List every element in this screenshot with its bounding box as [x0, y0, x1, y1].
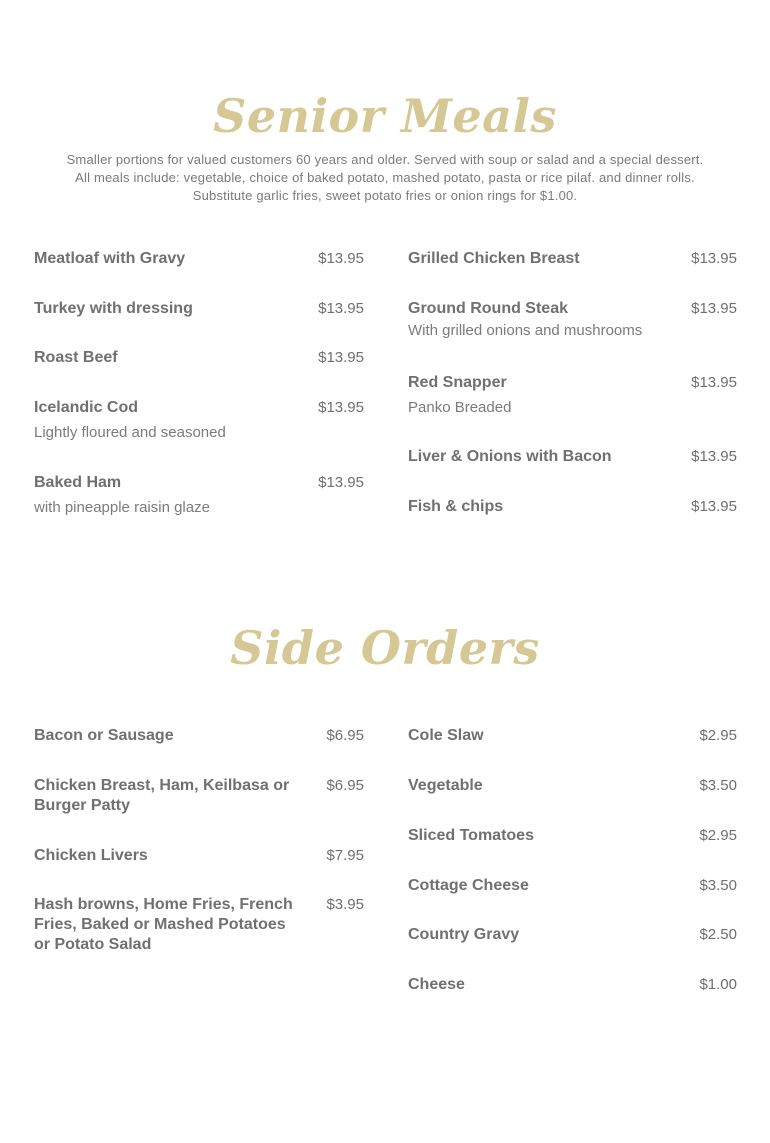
menu-item [408, 726, 737, 746]
intro-line: Substitute garlic fries, sweet potato fries or onion rings for $1.00. [192, 188, 578, 203]
item-price: $13.95 [691, 498, 737, 515]
item-name: Fish & chips [408, 498, 504, 515]
intro-line: All meals include: vegetable, choice of baked potato, mashed potato, pasta or rice pilaf. and dinner rolls. [75, 170, 695, 185]
item-name: Bacon or Sausage [34, 727, 174, 744]
item-price: $3.95 [326, 896, 364, 913]
item-name: Sliced Tomatoes [408, 827, 534, 844]
item-price: $2.95 [699, 827, 737, 844]
item-price: $3.50 [699, 777, 737, 794]
item-name: Roast Beef [34, 349, 118, 366]
menu-item [408, 373, 737, 418]
menu-item [408, 249, 737, 269]
item-price: $7.95 [326, 847, 364, 864]
menu-item [408, 497, 737, 517]
item-price: $6.95 [326, 777, 364, 794]
item-name: Ground Round Steak [408, 300, 568, 317]
menu-item [34, 726, 364, 746]
menu-item [408, 826, 737, 846]
menu-item [34, 249, 364, 269]
item-name: Cottage Cheese [408, 877, 529, 894]
item-name: Cole Slaw [408, 727, 484, 744]
item-price: $13.95 [318, 300, 364, 317]
menu-item [34, 348, 364, 368]
item-price: $13.95 [318, 474, 364, 491]
item-price: $2.50 [699, 926, 737, 943]
item-name: Liver & Onions with Bacon [408, 448, 612, 465]
item-price: $1.00 [699, 976, 737, 993]
menu-item [408, 776, 737, 796]
menu-item [408, 299, 737, 341]
item-price: $13.95 [691, 250, 737, 267]
item-name: Country Gravy [408, 926, 520, 943]
item-name: Vegetable [408, 777, 483, 794]
side-orders-title: Side Orders [230, 621, 540, 675]
menu-item [34, 473, 364, 518]
item-name: Grilled Chicken Breast [408, 250, 580, 267]
item-name: Baked Ham [34, 474, 122, 491]
item-price: $13.95 [691, 374, 737, 391]
menu-item [34, 299, 364, 319]
menu-item [408, 975, 737, 995]
item-price: $6.95 [326, 727, 364, 744]
item-description: Lightly floured and seasoned [34, 424, 226, 441]
item-price: $3.50 [699, 877, 737, 894]
item-name: Meatloaf with Gravy [34, 250, 186, 267]
item-price: $2.95 [699, 727, 737, 744]
intro-line: Smaller portions for valued customers 60 years and older. Served with soup or salad and a special dessert. [66, 152, 704, 167]
menu-item [34, 895, 364, 955]
item-name: Turkey with dressing [34, 300, 193, 317]
menu-item [408, 925, 737, 945]
menu-item [34, 846, 364, 866]
item-description: With grilled onions and mushrooms [408, 322, 643, 339]
item-price: $13.95 [691, 300, 737, 317]
senior-meals-intro [0, 151, 770, 205]
item-name: Chicken Livers [34, 847, 148, 864]
menu-item [34, 398, 364, 443]
item-name: Cheese [408, 976, 465, 993]
item-name: Red Snapper [408, 374, 507, 391]
item-price: $13.95 [318, 399, 364, 416]
item-price: $13.95 [318, 250, 364, 267]
item-price: $13.95 [318, 349, 364, 366]
item-name: Chicken Breast, Ham, Keilbasa or Burger Patty [34, 777, 290, 814]
item-price: $13.95 [691, 448, 737, 465]
item-description: with pineapple raisin glaze [34, 499, 210, 516]
item-name: Icelandic Cod [34, 399, 139, 416]
menu-item [34, 776, 364, 816]
menu-item [408, 447, 737, 467]
menu-item [408, 876, 737, 896]
item-description: Panko Breaded [408, 399, 512, 416]
senior-meals-title: Senior Meals [213, 89, 557, 143]
item-name: Hash browns, Home Fries, French Fries, Baked or Mashed Potatoes or Potato Salad [34, 896, 293, 953]
